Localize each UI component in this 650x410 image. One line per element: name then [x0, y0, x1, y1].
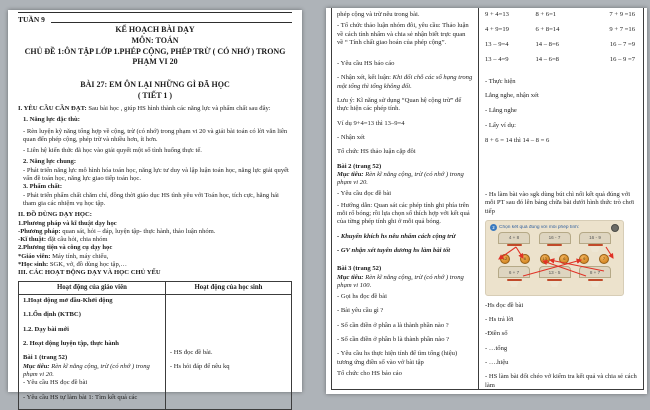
doc-line: -Hs đọc đề bài: [485, 301, 524, 309]
lesson-plan-page-2: [326, 8, 647, 394]
exercise-number-badge: 2: [490, 224, 497, 231]
week-header: [18, 12, 292, 24]
doc-line: - Hs trả lời: [485, 316, 514, 324]
lesson-plan-page-1: [8, 10, 302, 401]
doc-line: Ví dụ 9+4=13 thì 13–9=4: [337, 119, 405, 127]
backboard: [498, 266, 530, 278]
doc-line: -Điền số: [485, 330, 508, 338]
hoop-rim: [588, 244, 603, 246]
exercise-image: [485, 220, 624, 296]
doc-line: - Lấy ví dụ:: [485, 121, 516, 129]
hoop-net: [589, 246, 601, 252]
doc-line: phép cộng và trừ nêu trong bài.: [337, 11, 420, 18]
doc-line: -Kĩ thuật: đặt câu hỏi, chia nhóm: [18, 236, 108, 244]
hoop-expression: 13 - 5: [548, 269, 561, 275]
hoop-net: [589, 281, 601, 287]
hoop-net: [549, 281, 561, 287]
exercise-title-row: [490, 224, 619, 232]
backboard: [539, 232, 571, 244]
basket-hoop: [498, 266, 530, 287]
lesson-period: ( TIẾT 1 ): [137, 91, 173, 100]
hoop-net: [549, 246, 561, 252]
hoop-net: [508, 246, 520, 252]
doc-line: - Hs làm bài vào sgk dùng bút chì nối kết quả đúng với mỗi PT sau đó lên bảng chữa bài dưới hình thức trò chơi tiếp: [485, 190, 635, 215]
equation-row: 4 + 9=19 6 + 8=14 9 + 7 =16: [485, 26, 635, 33]
header-rule: [51, 22, 292, 23]
doc-line: - Yêu cầu HS báo cáo: [337, 60, 395, 68]
doc-line: - Nhận xét: [337, 133, 365, 141]
doc-line: Lưu ý: Kĩ năng sử dụng “Quan hệ cộng trừ” để thực hiện các phép tính.: [337, 97, 462, 113]
hoop-rim: [547, 279, 562, 281]
top-hoops-row: [490, 232, 619, 253]
doc-line: - Thực hiện: [485, 77, 516, 85]
balls-row: [490, 253, 619, 265]
doc-line: - Liên hệ kiến thức đã học vào giải quyết một số tình huống thực tế.: [23, 147, 202, 155]
lesson-title: BÀI 27: EM ÔN LẠI NHỮNG GÌ ĐÃ HỌC: [80, 80, 230, 89]
doc-line: - Khuyến khích hs nêu nhẩm cách cộng trừ: [337, 232, 456, 240]
doc-line: Tổ chức HS thảo luận cặp đôi: [337, 148, 416, 156]
doc-line: II. ĐỒ DÙNG DẠY HỌC:: [18, 211, 92, 219]
hoop-expression: 8 + 7: [589, 269, 601, 275]
backboard: [539, 266, 571, 278]
doc-line: I. YÊU CẦU CẦN ĐẠT: Sau bài học , giúp HS hình thành các năng lực và phẩm chất sau đây:: [18, 105, 271, 112]
equation-row: 9 + 4=13 8 + 6=1 7 + 9 =16: [485, 11, 635, 18]
doc-line: - Số cần điền ở phần a là thành phần nào ?: [337, 321, 449, 329]
doc-line: -Phương pháp: quan sát, hỏi – đáp, luyện tập- thực hành, thảo luận nhóm.: [18, 227, 216, 235]
hoop-rim: [507, 279, 522, 281]
basket-hoop: [498, 232, 530, 253]
student-responses-bottom: [485, 302, 638, 390]
doc-line: Bài 1 (trang 52): [23, 354, 68, 362]
hoop-rim: [507, 244, 522, 246]
doc-body: [18, 105, 292, 278]
doc-line: - Yêu cầu đọc đề bài: [337, 190, 392, 198]
basket-hoop: [579, 232, 611, 253]
doc-line: 1.Phương pháp và kĩ thuật dạy học: [18, 219, 117, 227]
doc-line: - Rèn luyện kỹ năng tổng hợp về cộng, trừ (có nhớ) trong phạm vi 20 và giải bài toán có lời văn liên quan đến phép cộng, phép trừ và nhiều hơn, ít hơn.: [23, 127, 288, 143]
doc-line: - Gọi hs đọc đề bài: [337, 293, 387, 301]
doc-line: - Hướng dẫn: Quan sát các phép tính ghi phía trên mỗi rổ bóng; rồi lựa chọn số thích hợp với kết quả của từng phép tính ghi ở mỗi quả bóng.: [337, 201, 470, 226]
student-activities-cell: [479, 8, 643, 389]
doc-line: - HS đọc đề bài.: [169, 349, 213, 357]
equation-row: 13 – 9=4 14 – 8=6 16 – 7 =9: [485, 41, 635, 48]
hoop-expression: 6 + 7: [508, 269, 520, 275]
doc-line: - Nhận xét, kết luận: Khi đổi chỗ các số hạng trong một tổng thì tổng không đổi.: [337, 74, 473, 90]
numbered-ball: 12: [500, 254, 510, 264]
hoop-expression: 16 - 7: [548, 235, 561, 241]
doc-line: - Yêu cầu HS tự làm bài 1: Tìm kết quả các: [23, 393, 138, 401]
doc-line: 2. Hoạt động luyện tập, thực hành: [23, 340, 119, 348]
student-note: [485, 191, 638, 216]
equation-row: 13 – 4=9 14 – 6=8 16 – 9 =7: [485, 56, 635, 63]
doc-line: - ….hiệu: [485, 359, 509, 367]
doc-line: - Lắng nghe: [485, 107, 517, 115]
backboard: [579, 232, 611, 244]
basket-hoop: [579, 266, 611, 287]
doc-title: KẾ HOẠCH BÀI DẠY: [115, 25, 195, 34]
activities-table-header: [19, 282, 291, 296]
numbered-ball: 9: [579, 254, 589, 264]
doc-line: 3. Phẩm chất:: [23, 183, 63, 191]
doc-line: - Phát triển phẩm chất chăm chỉ, đồng thời giáo dục HS tình yêu với Toán học, tích cực, hăng hái tham gia các nhiệm vụ học tập.: [23, 191, 279, 207]
numbered-ball: 13: [540, 254, 550, 264]
doc-line: - Tổ chức thảo luận nhóm đôi, yêu cầu: Thảo luận về cách tính nhẩm và chia sẻ nhận biết trực quan về “ Tính chất giao hoán của phép cộng”.: [337, 22, 469, 46]
doc-line: III. CÁC HOẠT ĐỘNG DẠY VÀ HỌC CHỦ YẾU: [18, 269, 161, 277]
activities-table-continued: [331, 8, 644, 390]
doc-line: - Số cần điền ở phần b là thành phần nào ?: [337, 336, 450, 344]
bottom-hoops-row: [490, 266, 619, 287]
doc-subject: MÔN: TOÁN: [131, 36, 179, 45]
activities-table: [18, 281, 292, 410]
doc-line: 1.1.Ổn định (KTBC): [23, 311, 81, 319]
numbered-ball: 8: [520, 254, 530, 264]
hoop-net: [508, 281, 520, 287]
activities-table-body: [19, 295, 291, 409]
teacher-activities-cell: [19, 295, 166, 409]
hoop-rim: [588, 279, 603, 281]
student-activities-cell: [166, 295, 291, 409]
doc-line: Lắng nghe, nhận xét: [485, 92, 539, 100]
doc-line: Mục tiêu: Rèn kĩ năng cộng, trừ (có nhớ ) trong phạm vi 20.: [23, 362, 150, 378]
doc-line: 8 + 6 = 14 thì 14 – 8 = 6: [485, 136, 550, 144]
equations-grid: [485, 11, 638, 71]
hoop-expression: 16 - 9: [589, 235, 601, 241]
doc-line: - …tổng: [485, 344, 508, 352]
doc-line: - Bài yêu cầu gì ?: [337, 307, 384, 315]
hoop-expression: 4 + 8: [508, 235, 520, 241]
hoop-rim: [547, 244, 562, 246]
teacher-activities-cell: [332, 8, 479, 389]
doc-line: Mục tiêu: Rèn kĩ năng cộng, trừ (có nhớ ) trong phạm vi 100.: [337, 273, 464, 289]
doc-line: 2.Phương tiện và công cụ dạy học: [18, 244, 113, 252]
doc-line: *Học sinh: SGK, vở, đồ dùng học tập,…: [18, 261, 127, 269]
audio-icon: [611, 224, 619, 232]
doc-line: 1.Hoạt động mở đầu-Khởi động: [23, 297, 113, 305]
numbered-ball: 7: [599, 254, 609, 264]
exercise-title: Chọn kết quả đúng với mỗi phép tính:: [499, 225, 580, 231]
doc-line: Tổ chức cho HS báo cáo: [337, 369, 402, 377]
week-label: TUẦN 9: [18, 15, 45, 24]
doc-line: - Phát triển năng lực mô hình hóa toán học, năng lực tư duy và lập luận toán học, năng lực giải quyết vấn đề toán học, năng lực giao tiếp toán học.: [23, 166, 289, 183]
backboard: [498, 232, 530, 244]
doc-line: - GV nhận xét tuyên dương hs làm bài tốt: [337, 246, 451, 254]
backboard: [579, 266, 611, 278]
doc-line: *Giáo viên: Máy tính, máy chiếu,: [18, 252, 109, 260]
doc-topic: CHỦ ĐỀ 1:ÔN TẬP LỚP 1.PHÉP CỘNG, PHÉP TRỪ ( CÓ NHỚ ) TRONG PHẠM VI 20: [24, 47, 286, 66]
numbered-ball: 6: [559, 254, 569, 264]
doc-line: Bài 2 (trang 52): [337, 162, 382, 170]
doc-line: - Yêu cầu HS đọc đề bài: [23, 379, 88, 387]
doc-line: - Yêu cầu hs thực hiện tính để tìm tổng (hiệu) tương ứng điền số vào vở bài tập: [337, 350, 458, 366]
doc-line: 1. Năng lực đặc thù:: [23, 116, 80, 124]
teacher-column-header: Hoạt động của giáo viên: [19, 282, 166, 295]
doc-line: - Hs hỏi đáp để nêu kq: [169, 363, 230, 371]
doc-line: - HS làm bài đổi chéo vở kiểm tra kết quả và chia sẻ cách làm: [485, 373, 637, 389]
doc-line: Mục tiêu: Rèn kĩ năng cộng, trừ (có nhớ ) trong phạm vi 20.: [337, 170, 464, 187]
doc-line: 2. Năng lực chung:: [23, 158, 77, 166]
student-column-header: Hoạt động của học sinh: [194, 283, 263, 291]
doc-line: Bài 3 (trang 52): [337, 265, 382, 273]
student-responses: [485, 78, 638, 145]
basket-hoop: [539, 232, 571, 253]
doc-line: 1.2. Dạy bài mới: [23, 325, 69, 333]
basket-hoop: [539, 266, 571, 287]
